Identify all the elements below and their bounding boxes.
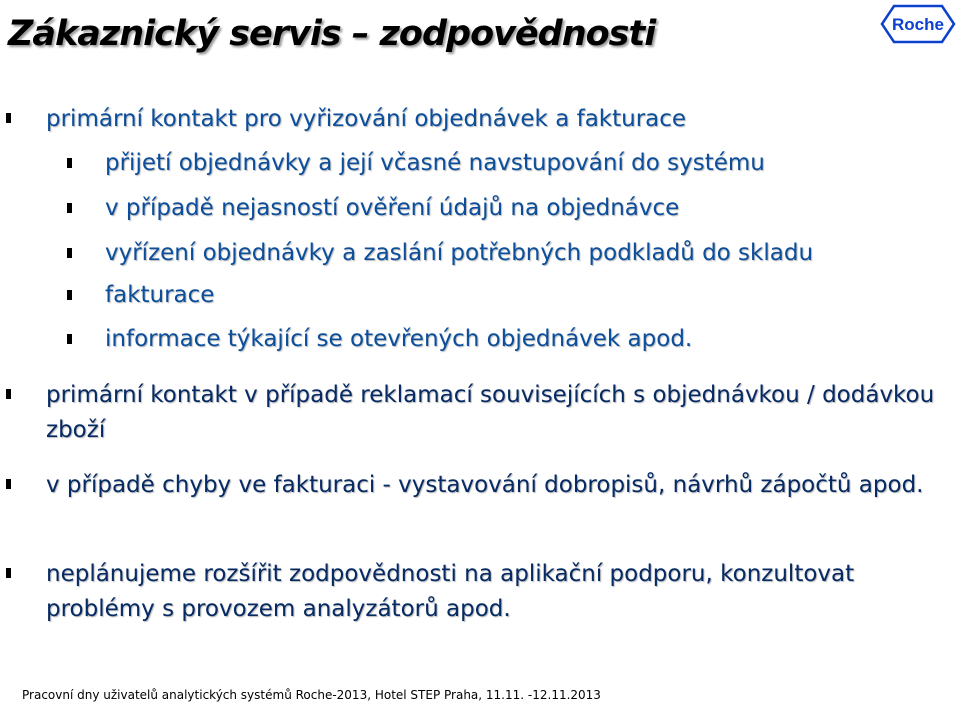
list-item-text: informace týkající se otevřených objednávek apod. (105, 326, 693, 352)
list-item (46, 102, 951, 137)
bullet-icon (67, 290, 72, 300)
list-item (105, 191, 945, 226)
list-item-text: vyřízení objednávky a zaslání potřebných podkladů do skladu (105, 240, 814, 266)
list-item-text: fakturace (105, 282, 215, 308)
bullet-icon (6, 568, 11, 578)
list-item-text: v případě nejasností ověření údajů na objednávce (105, 195, 680, 221)
roche-logo-icon (880, 4, 956, 44)
bullet-icon (67, 334, 72, 344)
roche-logo (880, 4, 956, 44)
list-item (105, 322, 945, 357)
list-item-text: v případě chyby ve fakturaci - vystavování dobropisů, návrhů zápočtů apod. (46, 472, 924, 498)
bullet-icon (67, 203, 72, 213)
footer-text: Pracovní dny uživatelů analytických systémů Roche-2013, Hotel STEP Praha, 11.11. -12.11.2013 (22, 688, 601, 702)
bullet-icon (67, 158, 72, 168)
list-item (46, 468, 951, 503)
bullet-icon (6, 389, 11, 399)
list-item-text: primární kontakt pro vyřizování objednávek a fakturace (46, 106, 687, 132)
bullet-icon (67, 248, 72, 258)
bullet-icon (6, 479, 11, 489)
list-item (105, 236, 945, 271)
bullet-icon (6, 113, 11, 123)
slide-title: Zákaznický servis – zodpovědnosti (8, 14, 656, 54)
list-item (46, 557, 951, 627)
list-item-text: přijetí objednávky a její včasné navstupování do systému (105, 150, 765, 176)
list-item-text: primární kontakt v případě reklamací souvisejících s objednávkou / dodávkou zboží (46, 382, 935, 443)
list-item-text: neplánujeme rozšířit zodpovědnosti na aplikační podporu, konzultovat problémy s provozem analyzátorů apod. (46, 561, 855, 622)
list-item (105, 278, 945, 313)
list-item (105, 146, 945, 181)
roche-logo-text: Roche (892, 15, 944, 34)
list-item (46, 378, 951, 448)
